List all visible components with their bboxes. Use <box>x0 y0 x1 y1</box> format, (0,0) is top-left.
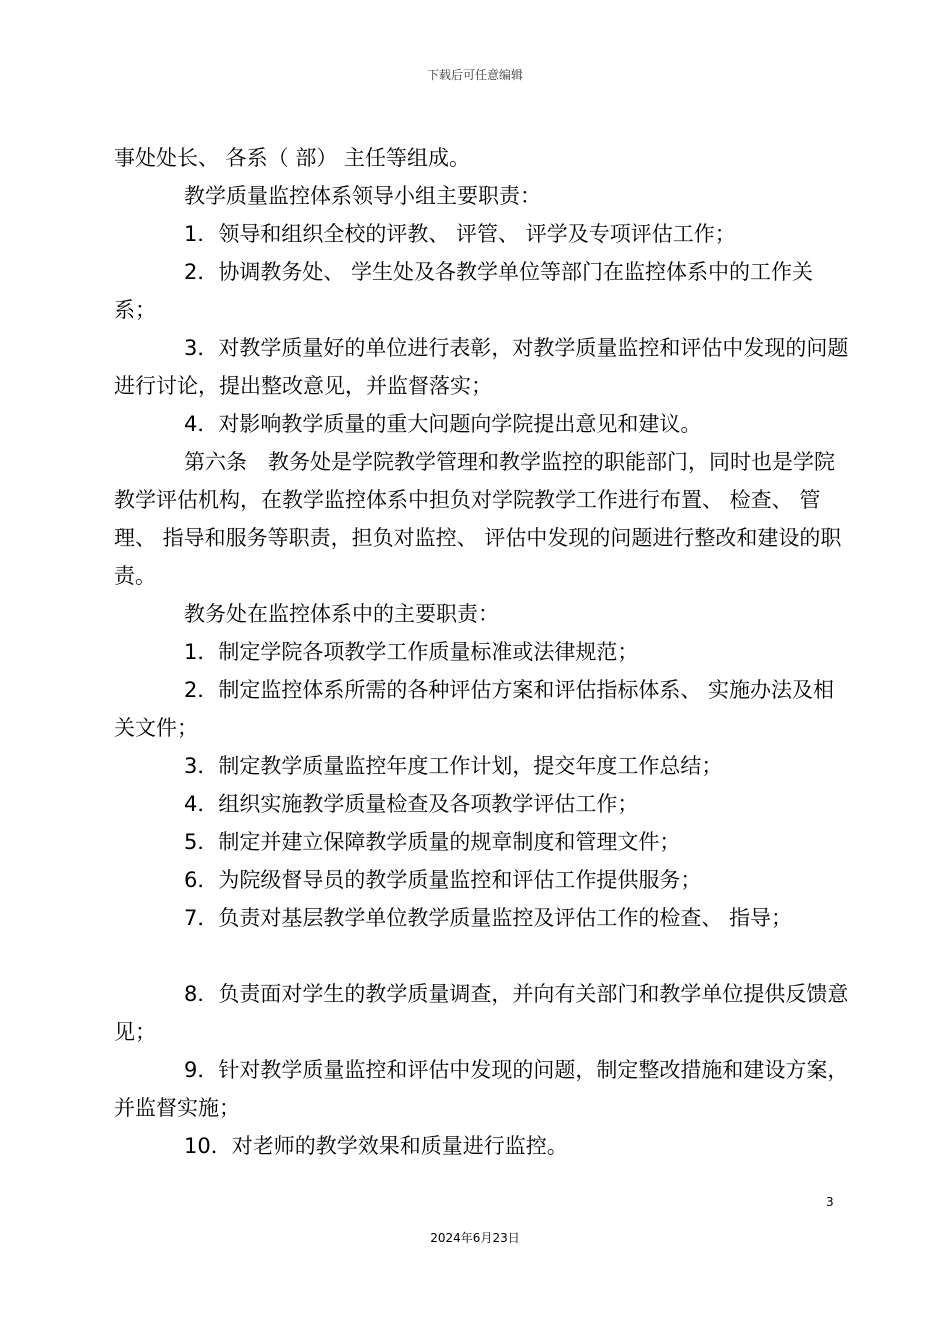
list-item: 5．制定并建立保障教学质量的规章制度和管理文件； <box>184 830 681 854</box>
article-paragraph: 第六条 教务处是学院教学管理和教学监控的职能部门，同时也是学院教学评估机构，在教学监控体系中担负对学院教学工作进行布置、 检查、 管理、 指导和服务等职责，担负对监控、 评估中发现的问题进行整改和建设的职责。 <box>114 450 842 588</box>
list-item: 1．领导和组织全校的评教、 评管、 评学及专项评估工作； <box>184 222 736 246</box>
footer-date: 2024年6月23日 <box>430 1231 520 1245</box>
list-item: 10．对老师的教学效果和质量进行监控。 <box>184 1134 568 1158</box>
spacer <box>114 937 854 975</box>
list-item: 3．制定教学质量监控年度工作计划，提交年度工作总结； <box>184 754 723 778</box>
paragraph: 教务处在监控体系中的主要职责： <box>184 602 499 626</box>
list-item: 8．负责面对学生的教学质量调查，并向有关部门和教学单位提供反馈意见； <box>114 982 849 1044</box>
document-body <box>114 139 854 1165</box>
list-item: 7．负责对基层教学单位教学质量监控及评估工作的检查、 指导； <box>184 906 793 930</box>
paragraph: 事处处长、 各系（ 部） 主任等组成。 <box>114 146 471 170</box>
list-item: 1．制定学院各项教学工作质量标准或法律规范； <box>184 640 639 664</box>
list-item: 6．为院级督导员的教学质量监控和评估工作提供服务； <box>184 868 702 892</box>
list-item: 4．组织实施教学质量检查及各项教学评估工作； <box>184 792 639 816</box>
list-item: 2．协调教务处、 学生处及各教学单位等部门在监控体系中的工作关系； <box>114 260 814 322</box>
page-header: 下载后可任意编辑 <box>426 68 523 82</box>
list-item: 3．对教学质量好的单位进行表彰，对教学质量监控和评估中发现的问题进行讨论，提出整改意见，并监督落实； <box>114 336 849 398</box>
list-item: 9．针对教学质量监控和评估中发现的问题，制定整改措施和建设方案，并监督实施； <box>114 1058 849 1120</box>
paragraph: 教学质量监控体系领导小组主要职责： <box>184 184 541 208</box>
page-number: 3 <box>826 1195 834 1209</box>
list-item: 2．制定监控体系所需的各种评估方案和评估指标体系、 实施办法及相关文件； <box>114 678 835 740</box>
list-item: 4．对影响教学质量的重大问题向学院提出意见和建议。 <box>184 412 702 436</box>
